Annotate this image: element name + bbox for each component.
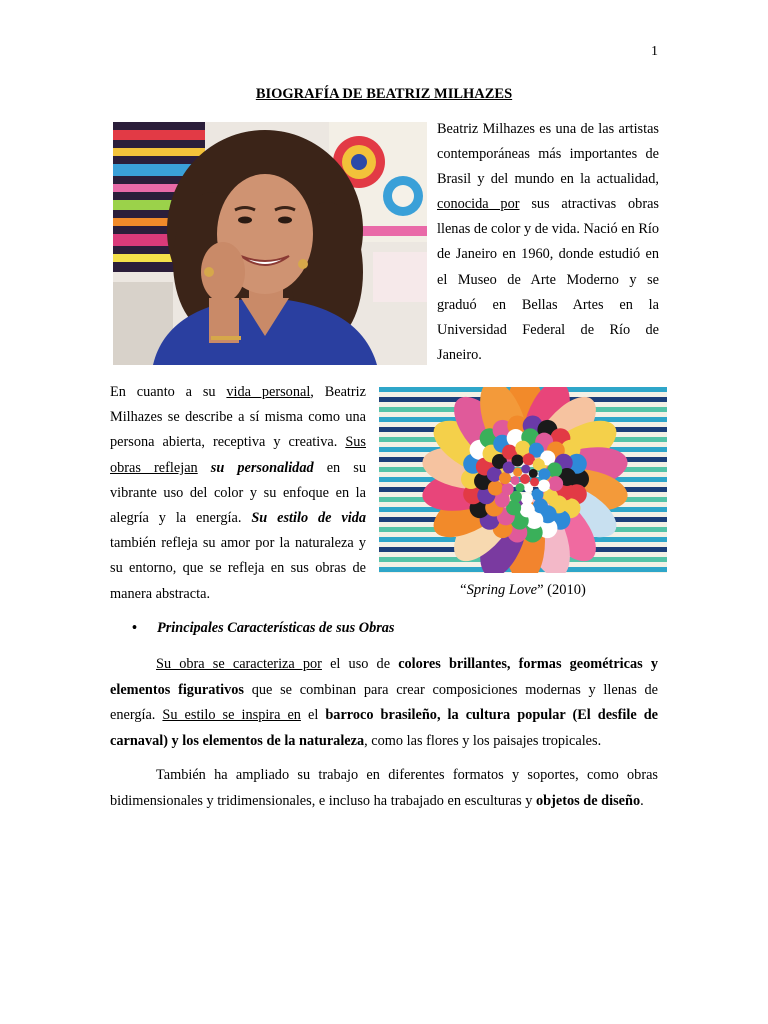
portrait-photo — [113, 122, 427, 365]
section-heading: Principales Características de sus Obras — [157, 620, 395, 636]
artwork-image — [379, 387, 667, 573]
portrait-illustration — [113, 122, 427, 365]
bullet-icon: • — [132, 620, 138, 636]
personal-life-paragraph: En cuanto a su vida personal, Beatriz Milhazes se describe a sí misma como una persona abierta, receptiva y creativa. Sus obras reflejan su personalidad en su vibrante uso del color y su enfoque en la alegría y la energía. Su estilo de vida también refleja su amor por la naturaleza y su entorno, que se refleja en sus obras de manera abstracta. — [110, 384, 366, 602]
artwork-caption: “Spring Love” (2010) — [460, 582, 586, 598]
characteristics-paragraph: Su obra se caracteriza por el uso de colores brillantes, formas geométricas y elementos figurativos que se combinan para crear composiciones modernas y llenas de energía. Su estilo se inspira en el barroco brasileño, la cultura popular (El desfile de carnaval) y los elementos de la naturaleza, como las flores y los paisajes tropicales. — [110, 656, 659, 749]
spring-love-illustration — [379, 387, 667, 573]
page-number: 1 — [651, 44, 658, 59]
page-title: BIOGRAFÍA DE BEATRIZ MILHAZES — [255, 86, 513, 102]
intro-paragraph: Beatriz Milhazes es una de las artistas contemporáneas más importantes de Brasil y del mundo en la actualidad, conocida por sus atractivas obras llenas de color y de vida. Nació en Río de Janeiro en 1960, donde estudió en el Museo de Arte Moderno y se graduó en Bellas Artes en la Universidad Federal de Río de Janeiro. — [437, 121, 659, 363]
formats-paragraph: También ha ampliado su trabajo en diferentes formatos y soportes, como obras bidimensionales y tridimensionales, e incluso ha trabajado en esculturas y objetos de diseño. — [110, 767, 658, 809]
